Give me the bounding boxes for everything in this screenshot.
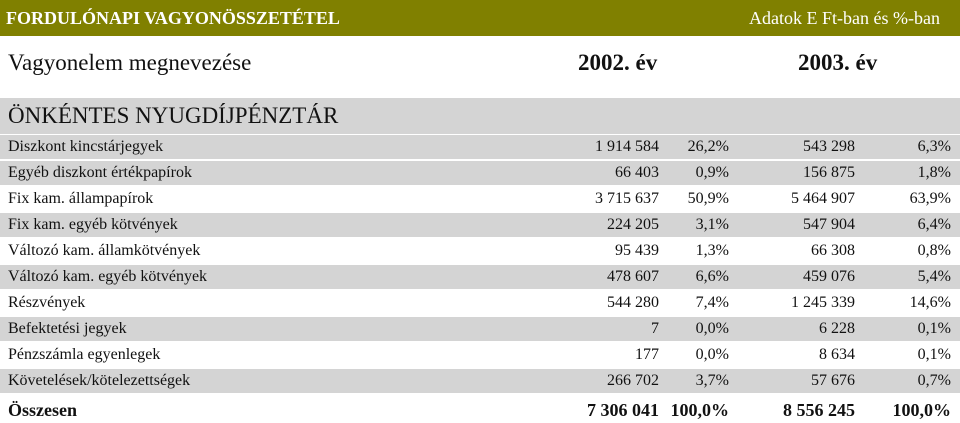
table-row: [0, 213, 960, 237]
value-2002: 177: [635, 346, 659, 363]
page-title: FORDULÓNAPI VAGYONÖSSZETÉTEL: [6, 7, 340, 28]
table-row: [0, 369, 960, 393]
percent-2003: 6,3%: [917, 138, 951, 155]
units-note: Adatok E Ft-ban és %-ban: [749, 7, 940, 28]
percent-2003: 63,9%: [909, 190, 951, 207]
total-label: Összesen: [8, 400, 77, 420]
percent-2003: 0,8%: [917, 242, 951, 259]
row-label: Pénzszámla egyenlegek: [8, 346, 161, 363]
value-2002: 1 914 584: [595, 138, 659, 155]
percent-2002: 3,7%: [695, 372, 729, 389]
table-row: [0, 291, 960, 315]
row-label: Diszkont kincstárjegyek: [8, 138, 164, 155]
value-2002: 544 280: [607, 294, 659, 311]
percent-2003: 5,4%: [917, 268, 951, 285]
percent-2002: 1,3%: [695, 242, 729, 259]
row-label: Követelések/kötelezettségek: [8, 372, 191, 389]
value-2003: 156 875: [803, 164, 855, 181]
percent-2002: 0,0%: [695, 346, 729, 363]
percent-2002: 0,0%: [695, 320, 729, 337]
percent-2003: 14,6%: [909, 294, 951, 311]
percent-2003: 0,1%: [917, 346, 951, 363]
row-label: Változó kam. államkötvények: [8, 242, 201, 259]
row-label: Fix kam. egyéb kötvények: [8, 216, 178, 233]
total-value-2002: 7 306 041: [587, 400, 659, 420]
value-2002: 95 439: [615, 242, 659, 259]
value-2003: 57 676: [811, 372, 855, 389]
column-header: [0, 44, 960, 88]
header-year-2003: 2003. év: [798, 50, 878, 75]
asset-table: [0, 135, 960, 395]
row-label: Egyéb diszkont értékpapírok: [8, 164, 192, 181]
value-2002: 3 715 637: [595, 190, 659, 207]
value-2002: 224 205: [607, 216, 659, 233]
section-heading: ÖNKÉNTES NYUGDÍJPÉNZTÁR: [0, 98, 960, 134]
value-2002: 478 607: [607, 268, 659, 285]
percent-2003: 0,1%: [917, 320, 951, 337]
percent-2003: 1,8%: [917, 164, 951, 181]
value-2003: 66 308: [811, 242, 855, 259]
value-2003: 547 904: [803, 216, 855, 233]
table-row: [0, 239, 960, 263]
value-2003: 8 634: [819, 346, 855, 363]
percent-2003: 0,7%: [917, 372, 951, 389]
table-row: [0, 265, 960, 289]
value-2003: 5 464 907: [791, 190, 855, 207]
value-2002: 66 403: [615, 164, 659, 181]
header-name-col: Vagyonelem megnevezése: [8, 50, 252, 75]
row-label: Fix kam. állampapírok: [8, 190, 154, 207]
value-2003: 543 298: [803, 138, 855, 155]
header-year-2002: 2002. év: [578, 50, 658, 75]
percent-2002: 3,1%: [695, 216, 729, 233]
value-2003: 6 228: [819, 320, 855, 337]
table-row: [0, 187, 960, 211]
table-row: [0, 135, 960, 159]
row-label: Részvények: [8, 294, 86, 311]
total-row: [0, 398, 960, 422]
total-value-2003: 8 556 245: [783, 400, 855, 420]
total-percent-2002: 100,0%: [670, 400, 729, 420]
row-label: Befektetési jegyek: [8, 320, 127, 337]
table-row: [0, 343, 960, 367]
total-percent-2003: 100,0%: [892, 400, 951, 420]
percent-2002: 6,6%: [695, 268, 729, 285]
value-2003: 459 076: [803, 268, 855, 285]
row-label: Változó kam. egyéb kötvények: [8, 268, 208, 285]
percent-2003: 6,4%: [917, 216, 951, 233]
percent-2002: 0,9%: [695, 164, 729, 181]
title-bar: [0, 0, 960, 36]
percent-2002: 26,2%: [687, 138, 729, 155]
percent-2002: 50,9%: [687, 190, 729, 207]
table-row: [0, 161, 960, 185]
percent-2002: 7,4%: [695, 294, 729, 311]
value-2003: 1 245 339: [791, 294, 855, 311]
value-2002: 266 702: [607, 372, 659, 389]
table-row: [0, 317, 960, 341]
value-2002: 7: [651, 320, 659, 337]
